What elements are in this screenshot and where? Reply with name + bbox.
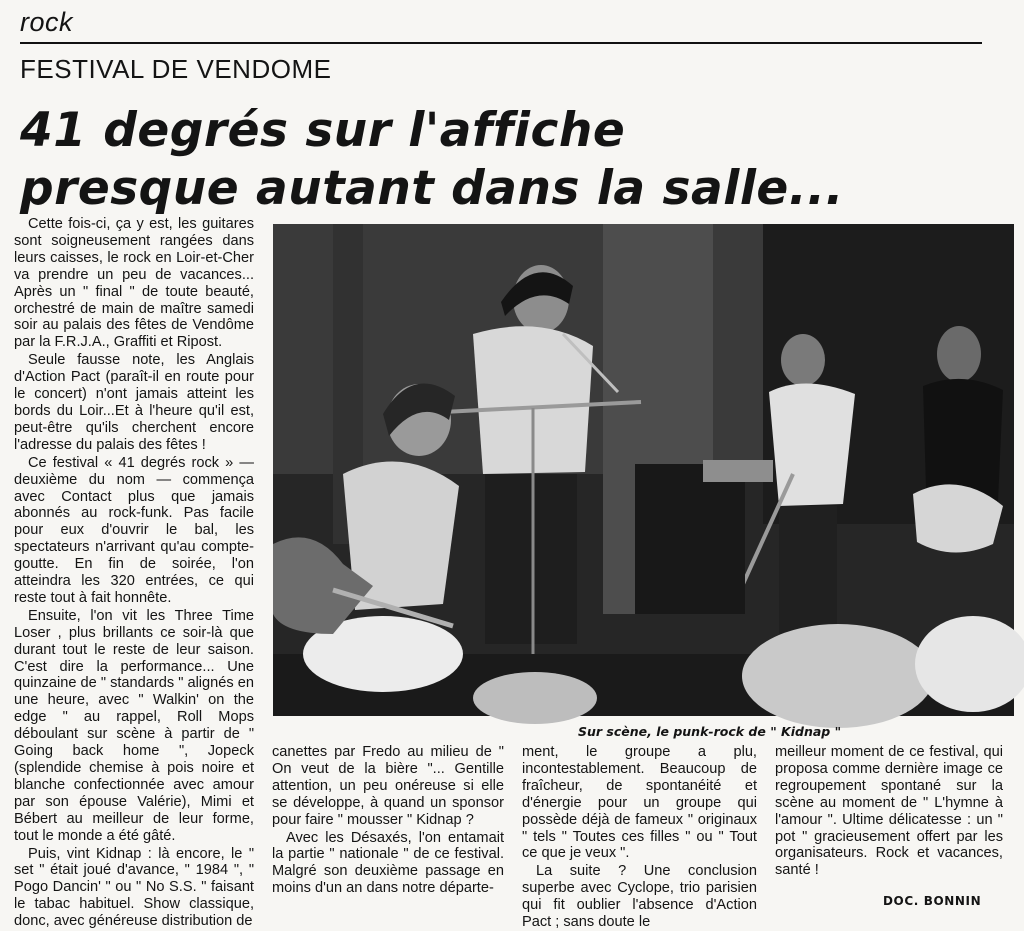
paragraph: Avec les Désaxés, l'on entamait la partie " nationale " de ce festival. Malgré son deuxième passage en moins d'un an dans notre départe- xyxy=(272,829,504,897)
paragraph: Ensuite, l'on vit les Three Time Loser , plus brillants ce soir-là que durant tout le reste de leur saison. C'est dire la performance... Une quinzaine de " standards " alignés en une heure, avec " Walkin' on the edge " au rappel, Roll Mops déboulant sur scène à partir de " Going back home ", Jopeck (splendide chemise à pois noire et blanche confectionnée avec amour par son épouse Valérie), Mimi et Bébert au meilleur de leur forme, tout le monde a été gâté. xyxy=(14,607,254,844)
photo-caption: Sur scène, le punk-rock de " Kidnap " xyxy=(578,724,842,739)
paragraph: canettes par Fredo au milieu de " On veut de la bière "... Gentille attention, un peu onéreuse si elle se développe, à quand un sponsor pour faire " mousser " Kidnap ? xyxy=(272,744,504,828)
section-rubric: rock xyxy=(20,7,74,37)
paragraph: Seule fausse note, les Anglais d'Action Pact (paraît-il en route pour le concert) n'ont jamais atteint les bords du Loir...Et à l'heure qu'il est, peut-être qu'ils cherchent encore l'adresse du palais des fêtes ! xyxy=(14,352,254,453)
paragraph: La suite ? Une conclusion superbe avec Cyclope, trio parisien qui fit oublier l'absence d'Action Pact ; sans doute le xyxy=(522,863,757,931)
paragraph: meilleur moment de ce festival, qui proposa comme dernière image ce regroupement spontané sur la scène au moment de " L'hymne à l'amour ". Ultime délicatesse : un " pot " gracieusement offert par les organisateurs. Rock et vacances, santé ! xyxy=(775,744,1003,879)
headline-line-1: 41 degrés sur l'affiche xyxy=(20,103,626,158)
paragraph: Cette fois-ci, ça y est, les guitares sont soigneusement rangées dans leurs caisses, le rock en Loir-et-Cher va prendre un peu de vacances... Après un " final " de toute beauté, orchestré de main de maître samedi soir au palais des fêtes de Vendôme par la F.R.J.A., Graffiti et Ripost. xyxy=(14,216,254,351)
text-column-2 xyxy=(272,744,504,914)
paragraph: ment, le groupe a plu, incontestablement. Beaucoup de fraîcheur, de spontanéité et d'énergie pour un groupe qui possède déjà de fameux " originaux " tels " Toutes ces filles " ou " Tout ce que je veux ". xyxy=(522,744,757,862)
article-kicker: FESTIVAL DE VENDOME xyxy=(20,54,332,84)
text-column-4 xyxy=(775,744,1003,914)
paragraph: Puis, vint Kidnap : là encore, le " set " était joué d'avance, " 1984 ", " Pogo Dancin' " ou " No S.S. " faisant le tabac habituel. Show classique, donc, avec généreuse distribution de xyxy=(14,845,254,930)
article-headline xyxy=(20,102,1010,218)
headline-line-2: presque autant dans la salle... xyxy=(20,161,844,216)
band-on-stage-image xyxy=(273,224,1014,716)
text-column-3 xyxy=(522,744,757,931)
photo-credit: DOC. BONNIN xyxy=(883,894,982,908)
paragraph: Ce festival « 41 degrés rock » — deuxième du nom — commença avec Contact plus que jamais abonnés au rock-funk. Pas facile pour eux d'ouvrir le bal, les spectateurs n'arrivant qu'au compte-goutte. En fin de soirée, l'on atteindra les 320 entrées, ce qui reste tout à fait honnête. xyxy=(14,454,254,606)
header-rule xyxy=(20,42,982,44)
text-column-1 xyxy=(14,216,254,930)
concert-photo xyxy=(273,224,1014,716)
